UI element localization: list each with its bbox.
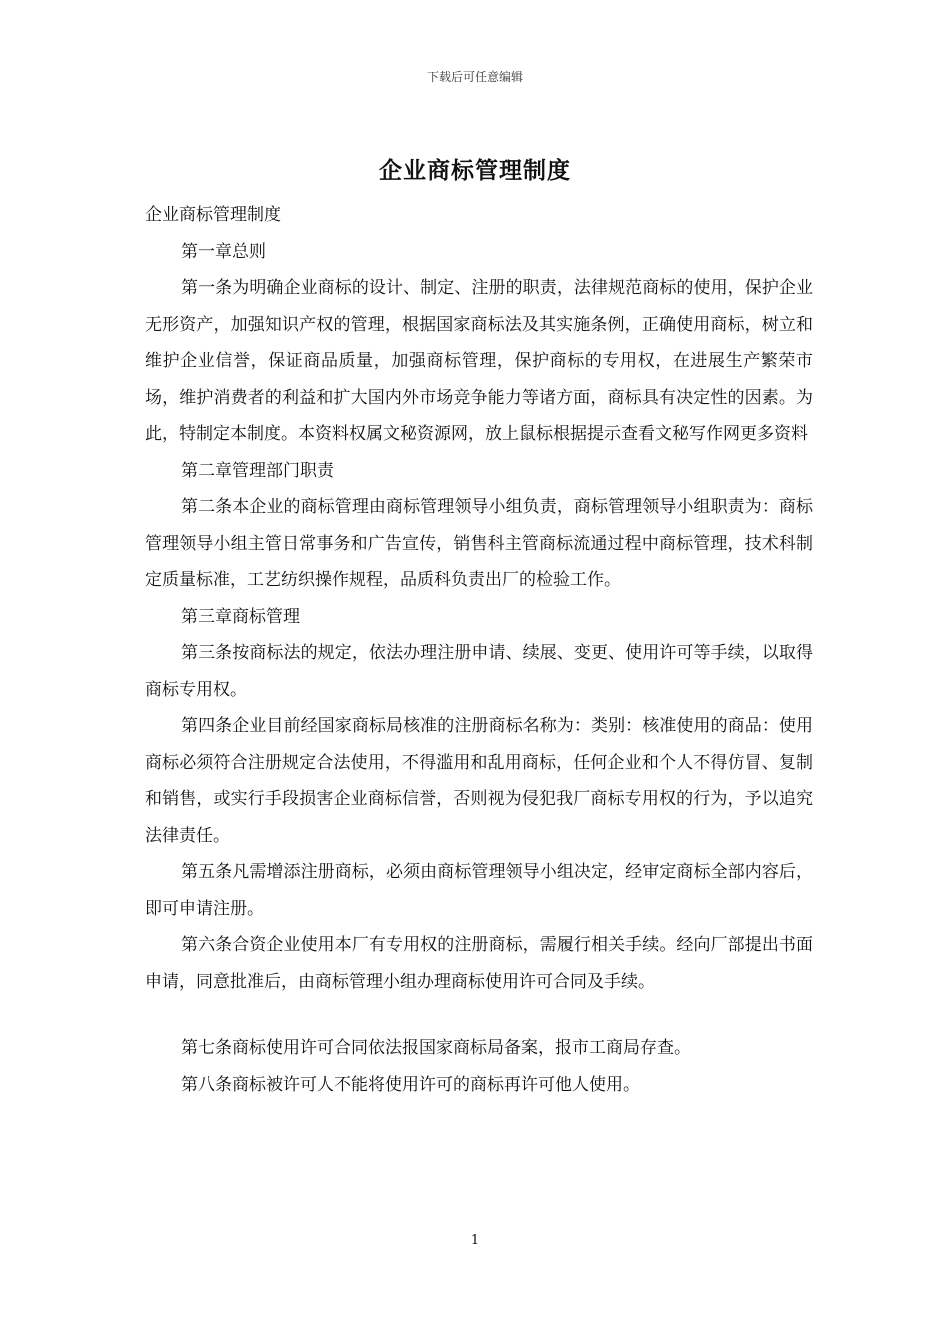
page-header: 下载后可任意编辑 bbox=[426, 70, 523, 84]
chapter-heading: 第二章管理部门职责 bbox=[181, 460, 334, 481]
body-paragraph: 第五条凡需增添注册商标，必须由商标管理领导小组决定，经审定商标全部内容后，即可申请注册。 bbox=[145, 862, 813, 919]
document-title: 企业商标管理制度 bbox=[379, 157, 571, 184]
document-body bbox=[145, 197, 813, 1103]
body-paragraph: 第三条按商标法的规定，依法办理注册申请、续展、变更、使用许可等手续，以取得商标专用权。 bbox=[145, 643, 813, 700]
body-paragraph: 第四条企业目前经国家商标局核准的注册商标名称为：类别：核准使用的商品：使用商标必须符合注册规定合法使用，不得滥用和乱用商标，任何企业和个人不得仿冒、复制和销售，或实行手段损害企业商标信誉，否则视为侵犯我厂商标专用权的行为，予以追究法律责任。 bbox=[145, 716, 813, 846]
chapter-heading: 第三章商标管理 bbox=[181, 606, 300, 627]
body-paragraph: 第七条商标使用许可合同依法报国家商标局备案，报市工商局存查。 bbox=[181, 1038, 691, 1058]
body-paragraph: 第一条为明确企业商标的设计、制定、注册的职责，法律规范商标的使用，保护企业无形资产，加强知识产权的管理，根据国家商标法及其实施条例，正确使用商标，树立和维护企业信誉，保证商品质量，加强商标管理，保护商标的专用权，在进展生产繁荣市场，维护消费者的利益和扩大国内外市场竞争能力等诸方面，商标具有决定性的因素。为此，特制定本制度。本资料权属文秘资源网，放上鼠标根据提示查看文秘写作网更多资料 bbox=[145, 278, 813, 444]
subtitle-paragraph: 企业商标管理制度 bbox=[145, 205, 281, 225]
page-number: 1 bbox=[470, 1233, 480, 1248]
paragraph-gap bbox=[145, 1000, 813, 1030]
chapter-heading: 第一章总则 bbox=[181, 241, 266, 262]
body-paragraph: 第六条合资企业使用本厂有专用权的注册商标，需履行相关手续。经向厂部提出书面申请，同意批准后，由商标管理小组办理商标使用许可合同及手续。 bbox=[145, 935, 813, 992]
body-paragraph: 第二条本企业的商标管理由商标管理领导小组负责，商标管理领导小组职责为：商标管理领导小组主管日常事务和广告宣传，销售科主管商标流通过程中商标管理，技术科制定质量标准，工艺纺织操作规程，品质科负责出厂的检验工作。 bbox=[145, 497, 813, 590]
body-paragraph: 第八条商标被许可人不能将使用许可的商标再许可他人使用。 bbox=[181, 1074, 640, 1095]
